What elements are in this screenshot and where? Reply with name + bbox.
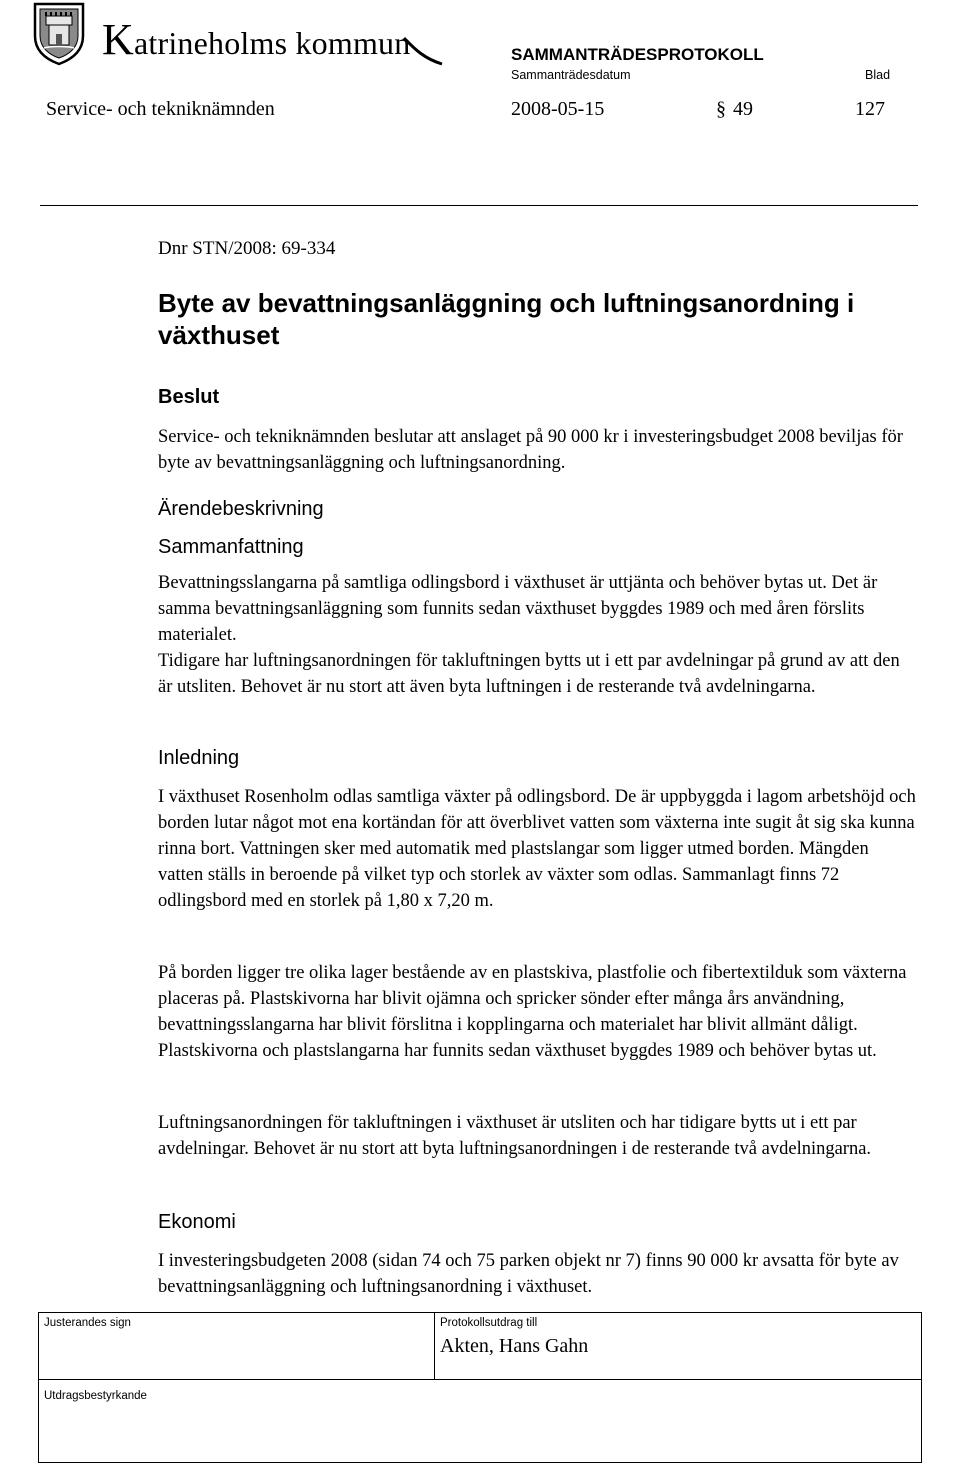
- distribution-recipients: Akten, Hans Gahn: [440, 1335, 589, 1357]
- page-number: 127: [855, 98, 885, 120]
- protocol-title: SAMMANTRÄDESPROTOKOLL: [511, 45, 764, 64]
- signature-box: [38, 1312, 435, 1380]
- economy-heading: Ekonomi: [158, 1211, 236, 1233]
- summary-paragraph-1: Bevattningsslangarna på samtliga odlingsbord i växthuset är uttjänta och behöver bytas ut. Det är samma bevattningsanläggning som funnits sedan växthuset byggdes 1989 och med åren förslits materialet.: [158, 573, 878, 645]
- signature-label: Justerandes sign: [44, 1317, 131, 1329]
- summary-heading: Sammanfattning: [158, 536, 304, 558]
- coat-of-arms-icon: [32, 2, 86, 66]
- case-description-heading: Ärendebeskrivning: [158, 498, 324, 520]
- introduction-paragraph-2: På borden ligger tre olika lager bestående av en plastskiva, plastfolie och fibertextilduk som växterna placeras på. Plastskivorna har blivit ojämna och spricker sönder efter många års användning, bevattningsslangarna har blivit förslitna i kopplingarna och materialet har blivit allmänt dåligt. Plastskivorna och plastslangarna har funnits sedan växthuset byggdes 1989 och behöver bytas ut.: [158, 963, 907, 1061]
- introduction-paragraph-1: I växthuset Rosenholm odlas samtliga växter på odlingsbord. De är uppbyggda i lagom arbetshöjd och borden lutar något mot ena kortändan för att överblivet vatten som växterna inte sugit åt sig ska kunna rinna bort. Vattningen sker med automatik med plastslangar som ligger utmed borden. Mängden vatten ställs in beroende på vilket typ och storlek av växter som odlas. Sammanlagt finns 72 odlingsbord med en storlek på 1,80 x 7,20 m.: [158, 787, 916, 911]
- introduction-paragraph-3: Luftningsanordningen för takluftningen i växthuset är utsliten och har tidigare bytts ut i ett par avdelningar. Behovet är nu stort att byta luftningsanordningen i de resterande två avdelningarna.: [158, 1113, 872, 1159]
- distribution-box: [434, 1312, 922, 1380]
- section-number: 49: [733, 98, 753, 120]
- meeting-date: 2008-05-15: [511, 98, 605, 120]
- decision-heading: Beslut: [158, 386, 220, 408]
- logo-text-rest: atrineholms kommun: [133, 25, 411, 61]
- page-label: Blad: [865, 68, 891, 82]
- header-divider: [40, 205, 918, 206]
- diary-number: Dnr STN/2008: 69-334: [158, 238, 336, 259]
- meeting-date-label: Sammanträdesdatum: [511, 68, 631, 82]
- decision-text: Service- och tekniknämnden beslutar att anslaget på 90 000 kr i investeringsbudget 2008 beviljas för byte av bevattningsanläggning och luftningsanordning.: [158, 427, 903, 473]
- municipality-logo-text: [102, 14, 410, 65]
- section-symbol: §: [716, 98, 726, 120]
- introduction-heading: Inledning: [158, 747, 240, 769]
- logo-initial: K: [102, 15, 134, 64]
- distribution-label: Protokollsutdrag till: [440, 1317, 538, 1329]
- document-title: Byte av bevattningsanläggning och luftningsanordning i växthuset: [158, 288, 855, 350]
- economy-text: I investeringsbudgeten 2008 (sidan 74 och 75 parken objekt nr 7) finns 90 000 kr avsatta för byte av bevattningsanläggning och luftningsanordning i växthuset.: [158, 1251, 899, 1297]
- summary-paragraph-2: Tidigare har luftningsanordningen för takluftningen bytts ut i ett par avdelningar på grund av att den är utsliten. Behovet är nu stort att även byta luftningen i de resterande två avdelningarna.: [158, 651, 900, 697]
- certification-label: Utdragsbestyrkande: [44, 1390, 147, 1402]
- committee-name: Service- och tekniknämnden: [46, 98, 275, 120]
- certification-box: [38, 1379, 922, 1463]
- logo-swoosh-icon: [402, 36, 444, 66]
